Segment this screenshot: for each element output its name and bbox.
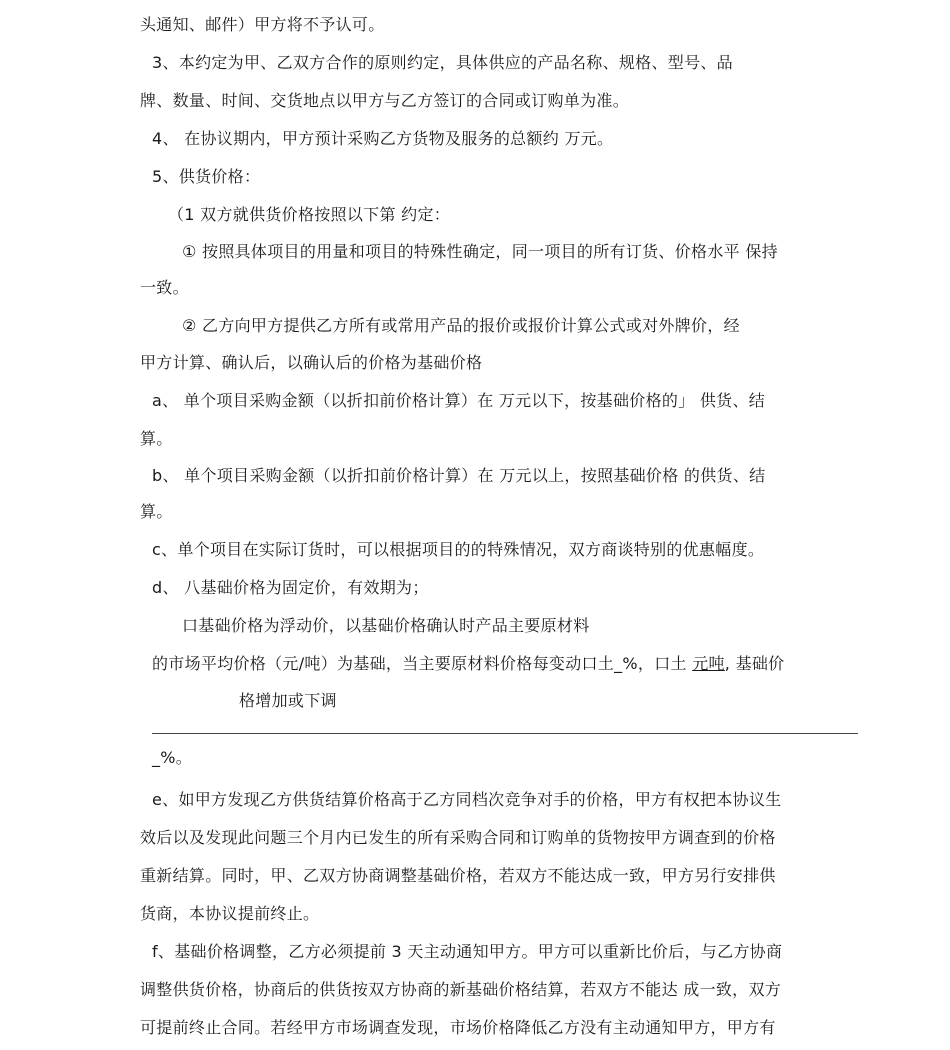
text-line: 头通知、邮件）甲方将不予认可。 xyxy=(140,15,385,34)
clause-3-line: 3、本约定为甲、乙双方合作的原则约定，具体供应的产品名称、规格、型号、品 xyxy=(152,53,733,72)
text-line: 算。 xyxy=(140,429,173,448)
text-line: 可提前终止合同。若经甲方市场调查发现，市场价格降低乙方没有主动通知甲方，甲方有 xyxy=(140,1018,776,1037)
clause-4-line: 4、 在协议期内，甲方预计采购乙方货物及服务的总额约 万元。 xyxy=(152,129,614,148)
item-b-line: b、 单个项目采购金额（以折扣前价格计算）在 万元以上，按照基础价格 的供货、结 xyxy=(152,466,766,485)
item-a-line: a、 单个项目采购金额（以折扣前价格计算）在 万元以下，按基础价格的」 供货、结 xyxy=(152,391,766,410)
horizontal-rule xyxy=(152,733,858,734)
text-line: 算。 xyxy=(140,502,173,521)
text-segment: 的市场平均价格（元/吨）为基础，当主要原材料价格每变动口土_%，口土 xyxy=(152,654,693,673)
text-line: 甲方计算、确认后，以确认后的价格为基础价格 xyxy=(140,353,483,372)
text-line: 牌、数量、时间、交货地点以甲方与乙方签订的合同或订购单为准。 xyxy=(140,91,630,110)
clause-5-heading: 5、供货价格： xyxy=(152,167,261,186)
text-line: 调整供货价格，协商后的供货按双方协商的新基础价格结算，若双方不能达 成一致，双方 xyxy=(140,980,782,999)
item-f-line: f、基础价格调整，乙方必须提前 3 天主动通知甲方。甲方可以重新比价后，与乙方协商 xyxy=(152,942,783,961)
unit-underlined: 元吨 xyxy=(692,654,725,673)
text-line: 货商，本协议提前终止。 xyxy=(140,904,320,923)
checkbox-option-line: 口基础价格为浮动价，以基础价格确认时产品主要原材料 xyxy=(182,616,590,635)
text-line xyxy=(152,654,784,674)
text-line: 一致。 xyxy=(140,278,189,297)
text-line: _%。 xyxy=(152,748,193,767)
item-2-line: ② 乙方向甲方提供乙方所有或常用产品的报价或报价计算公式或对外牌价，经 xyxy=(182,316,740,335)
subclause-1-line: （1 双方就供货价格按照以下第 约定： xyxy=(168,205,451,224)
text-line: 重新结算。同时，甲、乙双方协商调整基础价格，若双方不能达成一致，甲方另行安排供 xyxy=(140,866,776,885)
text-line: 格增加或下调 xyxy=(239,691,337,710)
item-e-line: e、如甲方发现乙方供货结算价格高于乙方同档次竞争对手的价格，甲方有权把本协议生 xyxy=(152,790,782,809)
item-c-line: c、单个项目在实际订货时，可以根据项目的的特殊情况，双方商谈特别的优惠幅度。 xyxy=(152,540,765,559)
text-line: 效后以及发现此问题三个月内已发生的所有采购合同和订购单的货物按甲方调查到的价格 xyxy=(140,828,776,847)
item-1-line: ① 按照具体项目的用量和项目的特殊性确定，同一项目的所有订货、价格水平 保持 xyxy=(182,242,778,261)
item-d-line: d、 八基础价格为固定价，有效期为； xyxy=(152,578,429,597)
text-segment: , 基础价 xyxy=(724,654,785,673)
